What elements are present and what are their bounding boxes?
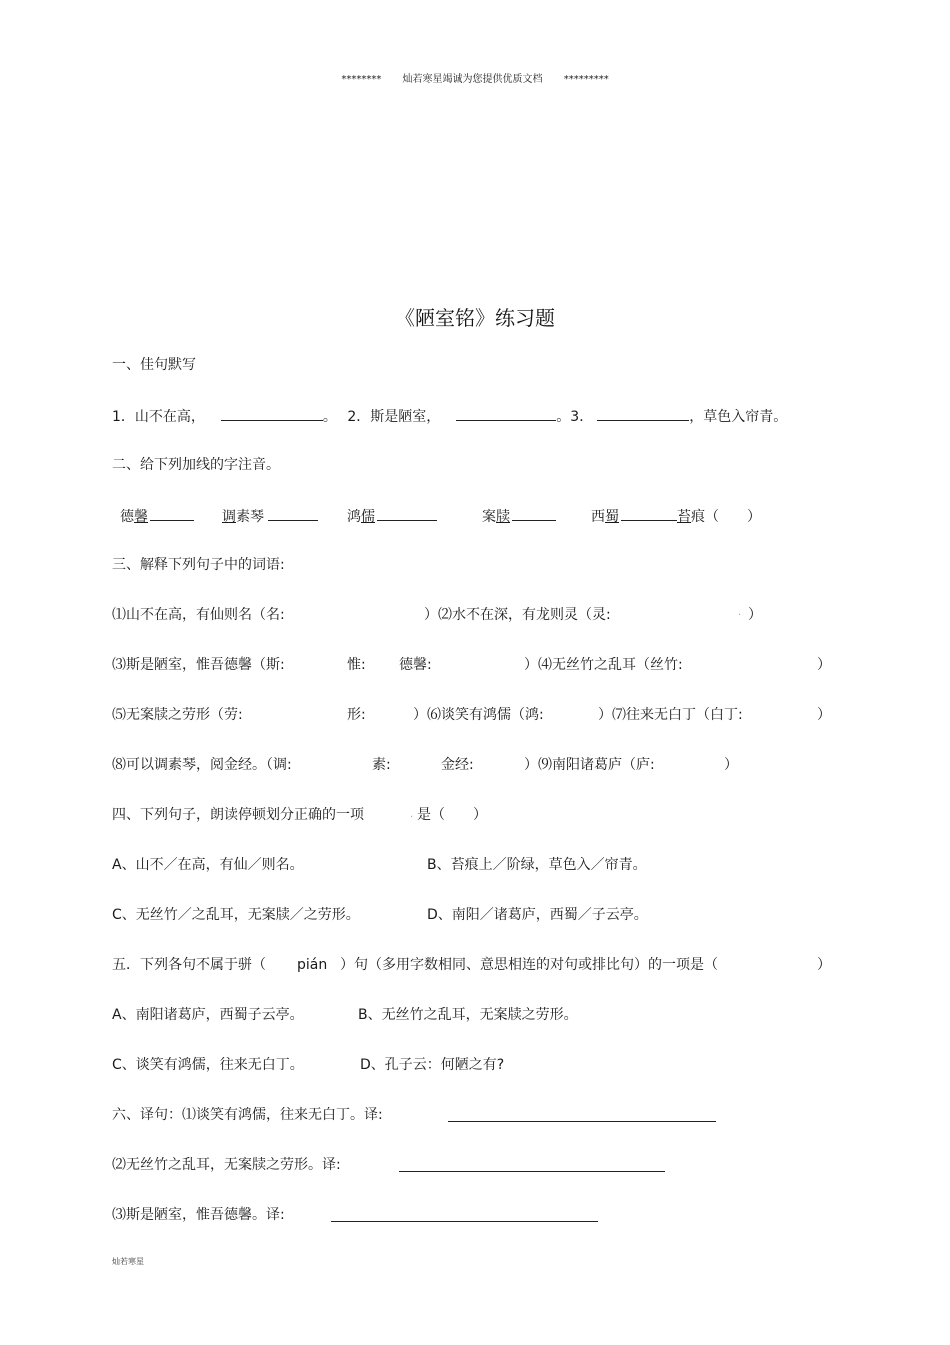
q3-tail: ，草色入帘青。 xyxy=(689,409,788,425)
pinyin-item-1 xyxy=(120,506,194,526)
explain-6: ）⑹谈笑有鸿儒（鸿: xyxy=(413,707,544,723)
explain-2-close: ） xyxy=(748,607,762,623)
answer-blank xyxy=(512,506,556,521)
answer-blank xyxy=(150,506,194,521)
word-prefix: 西 xyxy=(591,509,605,525)
word-suffix: 痕（ ） xyxy=(691,509,761,525)
q1-end: 。 xyxy=(322,409,337,425)
answer-blank xyxy=(377,506,437,521)
section-4-option-a: A、山不／在高，有仙／则名。 xyxy=(112,857,304,873)
page-header xyxy=(0,70,950,85)
page-footer: 灿若寒星 xyxy=(112,1257,144,1266)
explain-5-xing: 形: xyxy=(347,707,366,723)
translate-1-blank xyxy=(448,1121,716,1122)
pinyin-item-4 xyxy=(482,506,556,526)
section-4-heading: 四、下列句子，朗读停顿划分正确的一项 xyxy=(112,807,364,823)
q3-text: 3． xyxy=(570,409,594,425)
word-prefix: 案 xyxy=(482,509,496,525)
word-prefix: 德 xyxy=(120,509,134,525)
answer-blank xyxy=(621,506,677,521)
answer-blank xyxy=(268,506,318,521)
section-4-option-c: C、无丝竹／之乱耳，无案牍／之劳形。 xyxy=(112,907,360,923)
explain-1: ⑴山不在高，有仙则名（名: xyxy=(112,607,285,623)
underlined-char: 馨 xyxy=(134,509,148,525)
section-5-option-d: D、孔子云：何陋之有? xyxy=(360,1057,505,1073)
explain-8-su: 素: xyxy=(372,757,391,773)
translate-2: ⑵无丝竹之乱耳，无案牍之劳形。译: xyxy=(112,1157,341,1173)
explain-7-close: ） xyxy=(817,707,831,723)
explain-5: ⑸无案牍之劳形（劳: xyxy=(112,707,243,723)
pinyin-item-5 xyxy=(591,506,761,526)
pinyin-item-3 xyxy=(347,506,437,526)
section-4-heading-tail: 是（ ） xyxy=(417,807,487,823)
stray-dot: . xyxy=(738,607,742,618)
q2-blank xyxy=(456,406,556,421)
q1-text: 1．山不在高， xyxy=(112,409,205,425)
section-4-option-d: D、南阳／诸葛庐，西蜀／子云亭。 xyxy=(427,907,648,923)
explain-3-wei: 惟: xyxy=(347,657,366,673)
explain-2: ）⑵水不在深，有龙则灵（灵: xyxy=(424,607,611,623)
explain-4-close: ） xyxy=(817,657,831,673)
q3-blank xyxy=(597,406,689,421)
section-3-heading: 三、解释下列句子中的词语: xyxy=(112,557,285,573)
section-5-option-c: C、谈笑有鸿儒，往来无白丁。 xyxy=(112,1057,304,1073)
section-5-heading-mid: ）句（多用字数相同、意思相连的对句或排比句）的一项是（ xyxy=(340,957,718,973)
section-5-option-b: B、无丝竹之乱耳，无案牍之劳形。 xyxy=(358,1007,578,1023)
explain-9-close: ） xyxy=(724,757,738,773)
explain-9: ）⑼南阳诸葛庐（庐: xyxy=(524,757,655,773)
stray-dot: . xyxy=(410,809,414,820)
translate-1: 六、译句：⑴谈笑有鸿儒，往来无白丁。译: xyxy=(112,1107,383,1123)
translate-2-blank xyxy=(399,1171,665,1172)
explain-3-dexin: 德馨: xyxy=(399,657,432,673)
underlined-char: 儒 xyxy=(361,509,375,525)
word-suffix: 素琴 xyxy=(236,509,264,525)
translate-3-blank xyxy=(331,1221,598,1222)
underlined-char: 调 xyxy=(222,509,236,525)
section-5-heading: 五．下列各句不属于骈（ xyxy=(112,957,266,973)
underlined-char: 苔 xyxy=(677,509,691,525)
explain-8: ⑻可以调素琴，阅金经。（调: xyxy=(112,757,292,773)
header-right-marks: ********* xyxy=(563,74,609,85)
q2-text: 2．斯是陋室， xyxy=(347,409,441,425)
section-1-heading: 一、佳句默写 xyxy=(112,357,196,373)
underlined-char: 蜀 xyxy=(605,509,619,525)
section-2-heading: 二、给下列加线的字注音。 xyxy=(112,457,280,473)
explain-3: ⑶斯是陋室，惟吾德馨（斯: xyxy=(112,657,285,673)
explain-4: ）⑷无丝竹之乱耳（丝竹: xyxy=(524,657,683,673)
q1-blank xyxy=(221,406,323,421)
word-prefix: 鸿 xyxy=(347,509,361,525)
section-5-pinyin: pián xyxy=(297,957,328,973)
explain-7: ）⑺往来无白丁（白丁: xyxy=(598,707,743,723)
header-left-marks: ******** xyxy=(341,74,382,85)
underlined-char: 牍 xyxy=(496,509,510,525)
pinyin-item-2 xyxy=(222,506,318,526)
explain-8-jinjing: 金经: xyxy=(441,757,474,773)
page-title: 《陋室铭》练习题 xyxy=(395,306,555,330)
section-1-question-row xyxy=(112,406,787,426)
section-5-heading-close: ） xyxy=(817,957,831,973)
section-5-option-a: A、南阳诸葛庐，西蜀子云亭。 xyxy=(112,1007,304,1023)
q2-end: 。 xyxy=(556,409,571,425)
section-4-option-b: B、苔痕上／阶绿，草色入／帘青。 xyxy=(427,857,647,873)
header-text: 灿若寒星竭诚为您提供优质文档 xyxy=(402,74,543,85)
translate-3: ⑶斯是陋室，惟吾德馨。译: xyxy=(112,1207,285,1223)
